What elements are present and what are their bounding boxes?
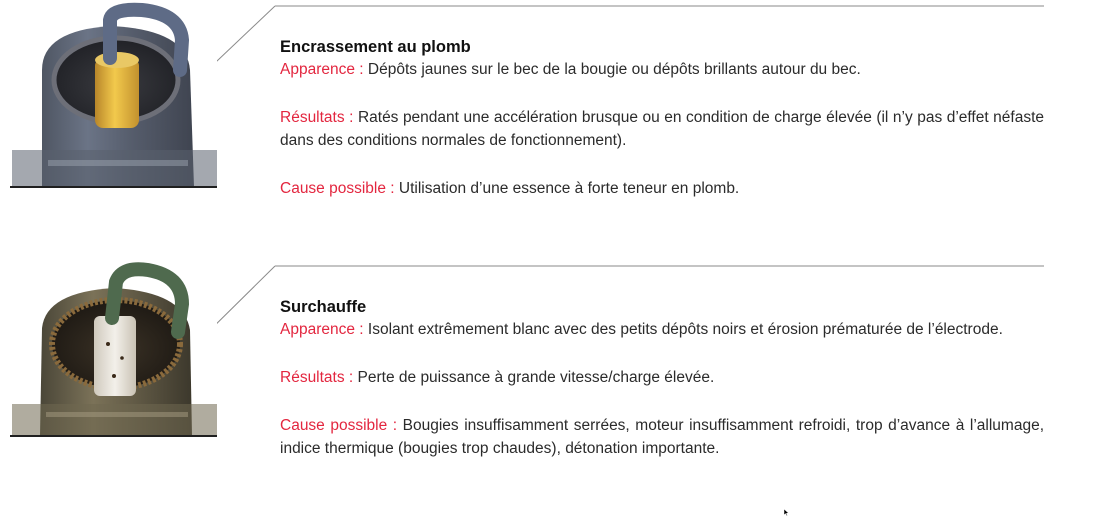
- overheating-text: [280, 296, 1044, 460]
- section-lead-fouling: [0, 0, 1101, 230]
- image-baseline: [10, 186, 217, 188]
- apparence-label: Apparence :: [280, 61, 364, 78]
- apparence-paragraph: [280, 318, 1044, 341]
- resultats-paragraph: [280, 366, 1044, 389]
- section-overheating: [0, 258, 1101, 498]
- cause-text: Utilisation d’une essence à forte teneur en plomb.: [394, 180, 740, 197]
- cause-paragraph: [280, 414, 1044, 460]
- apparence-label: Apparence :: [280, 321, 364, 338]
- cause-paragraph: [280, 177, 1044, 200]
- section-title: Surchauffe: [280, 298, 367, 316]
- spark-plug-overheated-image: [12, 258, 217, 436]
- apparence-text: Dépôts jaunes sur le bec de la bougie ou dépôts brillants autour du bec.: [363, 61, 861, 78]
- section-title: Encrassement au plomb: [280, 38, 471, 56]
- resultats-text: Perte de puissance à grande vitesse/charge élevée.: [353, 369, 715, 386]
- lead-fouling-text: [280, 36, 1044, 200]
- cause-text: Bougies insuffisamment serrées, moteur insuffisamment refroidi, trop d’avance à l’allumage, indice thermique (bougies trop chaudes), détonation importante.: [280, 417, 1045, 457]
- resultats-text: Ratés pendant une accélération brusque ou en condition de charge élevée (il n’y pas d’effet néfaste dans des conditions normales de fonctionnement).: [280, 109, 1044, 149]
- apparence-paragraph: [280, 58, 1044, 81]
- image-baseline: [10, 435, 217, 437]
- cause-label: Cause possible :: [280, 417, 398, 434]
- spark-plug-lead-fouled-image: [12, 0, 217, 187]
- resultats-label: Résultats :: [280, 109, 354, 126]
- resultats-label: Résultats :: [280, 369, 354, 386]
- apparence-text: Isolant extrêmement blanc avec des petits dépôts noirs et érosion prématurée de l’électrode.: [363, 321, 1003, 338]
- resultats-paragraph: [280, 106, 1044, 152]
- cause-label: Cause possible :: [280, 180, 395, 197]
- mouse-cursor-icon: [784, 509, 790, 516]
